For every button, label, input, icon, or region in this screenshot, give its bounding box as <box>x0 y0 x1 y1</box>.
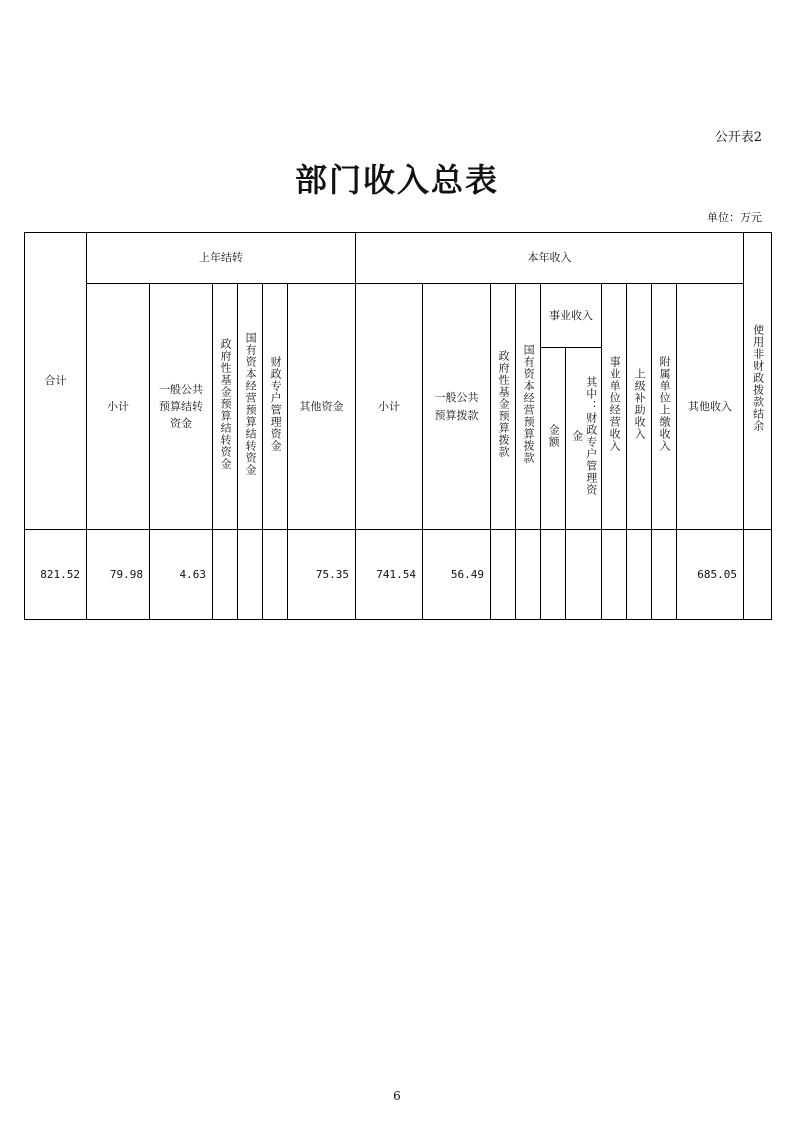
header-cur-business-group: 事业收入 <box>541 284 602 348</box>
cell-carry-state-capital <box>238 530 263 620</box>
cell-carry-fiscal-special <box>263 530 288 620</box>
header-cur-affiliated: 附属单位上缴收入 <box>652 284 677 530</box>
header-cur-business-amount: 金额 <box>541 348 566 530</box>
cell-cur-subtotal: 741.54 <box>356 530 423 620</box>
income-summary-table <box>24 232 771 621</box>
cell-cur-superior <box>627 530 652 620</box>
header-group-carryover: 上年结转 <box>87 233 356 284</box>
header-carry-other: 其他资金 <box>288 284 356 530</box>
cell-carry-other: 75.35 <box>288 530 356 620</box>
header-cur-other: 其他收入 <box>677 284 744 530</box>
header-carry-fiscal-special: 财政专户管理资金 <box>263 284 288 530</box>
header-cur-business-fiscal: 其中：财政专户管理资金 <box>566 348 602 530</box>
cell-cur-gov-fund <box>491 530 516 620</box>
cell-nonfiscal-balance <box>744 530 772 620</box>
page-title: 部门收入总表 <box>294 161 499 199</box>
header-cur-general: 一般公共预算拨款 <box>423 284 491 530</box>
cell-cur-general: 56.49 <box>423 530 491 620</box>
cell-cur-affiliated <box>652 530 677 620</box>
cell-cur-state-capital <box>516 530 541 620</box>
header-carry-general: 一般公共预算结转资金 <box>150 284 213 530</box>
page-number: 6 <box>393 1089 401 1103</box>
cell-cur-business-fiscal <box>566 530 602 620</box>
header-nonfiscal-balance: 使用非财政拨款结余 <box>744 233 772 530</box>
table-row <box>25 530 772 620</box>
header-carry-gov-fund: 政府性基金预算结转资金 <box>213 284 238 530</box>
header-cur-subtotal: 小计 <box>356 284 423 530</box>
header-cur-gov-fund: 政府性基金预算拨款 <box>491 284 516 530</box>
header-carry-state-capital: 国有资本经营预算结转资金 <box>238 284 263 530</box>
header-cur-operating: 事业单位经营收入 <box>602 284 627 530</box>
header-group-current: 本年收入 <box>356 233 744 284</box>
cell-carry-subtotal: 79.98 <box>87 530 150 620</box>
cell-carry-general: 4.63 <box>150 530 213 620</box>
header-cur-state-capital: 国有资本经营预算拨款 <box>516 284 541 530</box>
cell-cur-business-amount <box>541 530 566 620</box>
header-carry-subtotal: 小计 <box>87 284 150 530</box>
header-total: 合计 <box>25 233 87 530</box>
cell-cur-other: 685.05 <box>677 530 744 620</box>
form-label: 公开表2 <box>714 130 762 145</box>
cell-carry-gov-fund <box>213 530 238 620</box>
header-cur-superior: 上级补助收入 <box>627 284 652 530</box>
unit-label: 单位：万元 <box>707 211 762 224</box>
cell-cur-operating <box>602 530 627 620</box>
cell-total: 821.52 <box>25 530 87 620</box>
